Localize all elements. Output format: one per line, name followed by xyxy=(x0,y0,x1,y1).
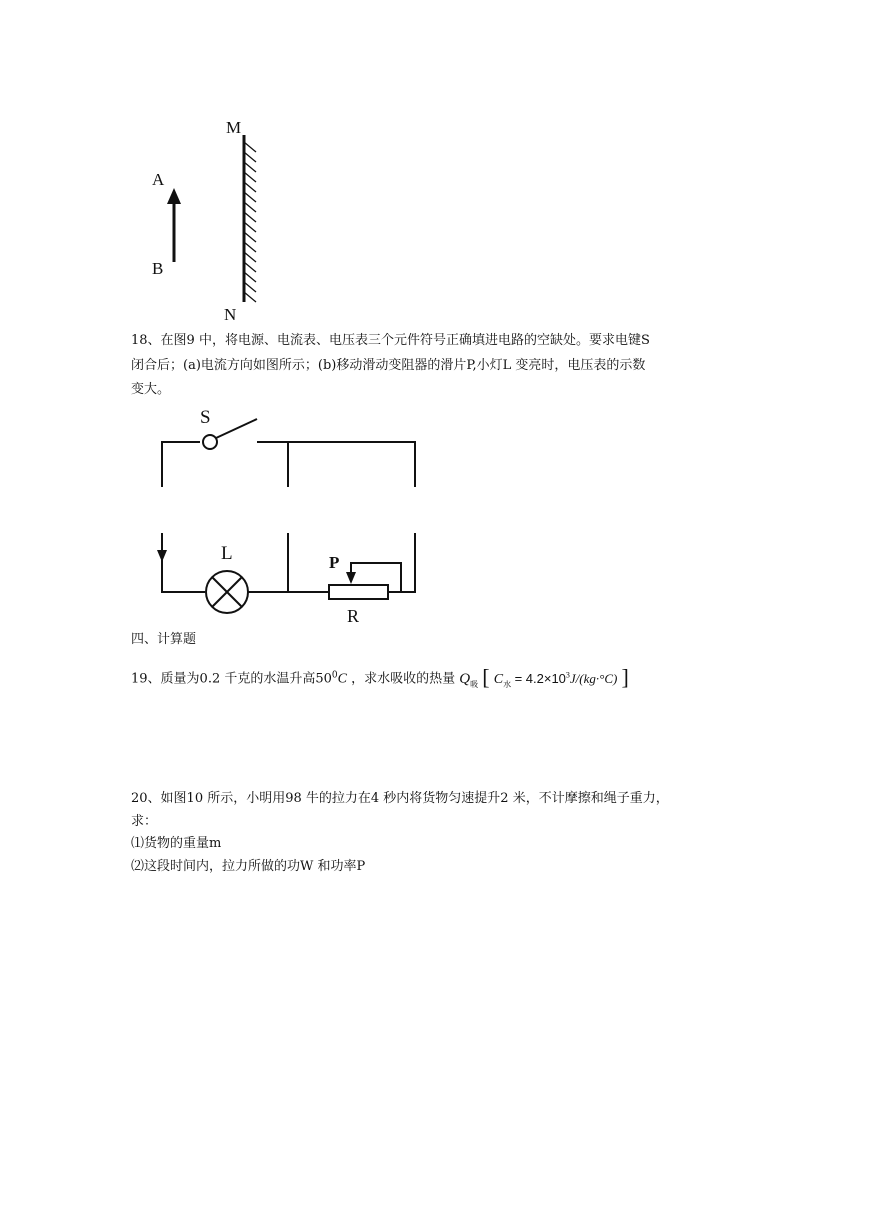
question-20-item-1: ⑴货物的重量m xyxy=(131,836,222,851)
label-l: L xyxy=(221,543,233,564)
mirror-hatching xyxy=(244,142,256,302)
formula-bracket-left: [ xyxy=(482,664,490,690)
question-20-item-2: ⑵这段时间内，拉力所做的功W 和功率P xyxy=(131,859,366,874)
question-19 xyxy=(131,665,629,695)
label-p: P xyxy=(329,553,340,572)
specific-heat-formula: $C_水 = 4.2\times 10^3J/(kg\cdot^\circ C)$ xyxy=(493,670,618,689)
label-s: S xyxy=(200,407,211,428)
label-b: B xyxy=(152,259,164,278)
slider-arrow-head xyxy=(346,572,356,584)
question-18-line-2: 闭合后；(a)电流方向如图所示；(b)移动滑动变阻器的滑片P,小灯L 变亮时，电压表的示数 xyxy=(131,358,646,373)
question-18-line-3: 变大。 xyxy=(131,382,171,397)
circuit-wire-top xyxy=(257,442,415,487)
switch-blade xyxy=(216,419,257,438)
question-20-line-2: 求： xyxy=(131,814,158,829)
celsius-unit: C xyxy=(337,671,347,687)
section-4-title: 四、计算题 xyxy=(131,632,197,647)
circuit-wire-left-top xyxy=(162,442,200,487)
question-19-text-2: ，求水吸收的热量 xyxy=(351,671,456,687)
question-18-line-1: 18、在图9 中，将电源、电流表、电压表三个元件符号正确填进电路的空缺处。要求电键S xyxy=(131,333,650,348)
heat-symbol: $Q_吸$ xyxy=(459,670,479,689)
circuit-diagram xyxy=(162,419,415,613)
switch-pivot xyxy=(203,435,217,449)
degree-mark: 0 xyxy=(331,670,338,681)
label-m: M xyxy=(226,118,242,137)
formula-bracket-right: ] xyxy=(621,664,629,690)
question-20-line-1: 20、如图10 所示，小明用98 牛的拉力在4 秒内将货物匀速提升2 米，不计摩擦和绳子重力， xyxy=(131,791,669,806)
label-a: A xyxy=(152,170,165,189)
question-19-text: 19、质量为0.2 千克的水温升高50 xyxy=(131,671,332,687)
current-direction-arrow xyxy=(157,550,167,562)
object-arrow-head xyxy=(167,188,181,204)
label-n: N xyxy=(224,305,237,324)
label-r: R xyxy=(347,606,360,626)
circuit-wire-left-bottom xyxy=(162,533,205,592)
resistor-body xyxy=(329,585,388,599)
